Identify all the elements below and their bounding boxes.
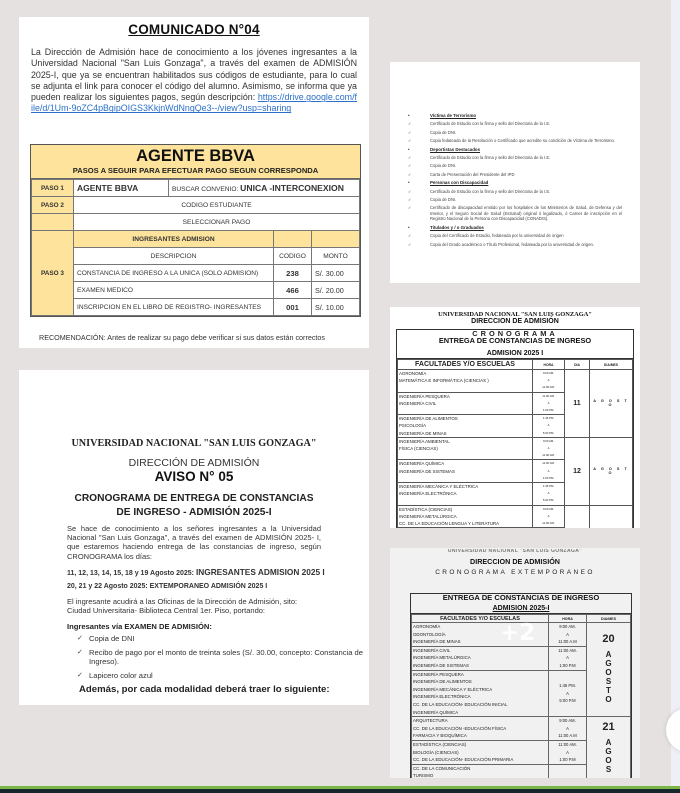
day-number: 21 (602, 721, 615, 733)
line-text: CC. DE LA EDUCACIÓN -EDUCACIÓN FÍSICA (413, 725, 507, 731)
line-text: INGENIERÍA CIVIL (399, 400, 437, 406)
comunicado-paragraph (31, 47, 357, 115)
faculties-cell (412, 717, 549, 741)
crono-label: CRONOGRAMA (472, 329, 558, 338)
line-text: 9:00 AM. (559, 718, 576, 724)
line-text: 1:00 P.M (559, 662, 576, 668)
line-text: MATEMÁTICA E INFORMÁTICA (CIENCIAS ) (399, 378, 489, 384)
faculties-cell (398, 415, 533, 438)
time-cell (549, 717, 587, 741)
line-text: FARMACIA Y BIOQUÍMICA (413, 733, 467, 739)
line-text: 1:45 PM. (559, 683, 576, 689)
list-item: ✓ Copia del Grado académico o Título Profesional, fedateada por la universidad de origen. (420, 242, 622, 247)
line-text: PSICOLOGÍA (399, 423, 427, 429)
line-text: INGENIERÍA MECÁNICA Y ELÉCTRICA (413, 686, 493, 692)
faculties-cell (412, 764, 549, 778)
line-text: INGENIERÍA METALÚRGICA (413, 655, 471, 661)
paso-3-label: PASO 3 (32, 231, 74, 316)
line-text: INGENIERÍA QUÍMICA (413, 709, 459, 715)
floating-action-button[interactable] (666, 708, 680, 752)
table-row (32, 214, 360, 231)
heading-line-1: CRONOGRAMA DE ENTREGA DE CONSTANCIAS (74, 493, 314, 504)
crono-heading: ENTREGA DE CONSTANCIAS DE INGRESO (442, 593, 600, 602)
university-name: UNIVERSIDAD NACIONAL "SAN LUIS GONZAGA" (71, 438, 317, 449)
line-text: TURISMO (413, 773, 434, 778)
line-text: INGENIERÍA QUÍMICA (399, 461, 445, 467)
line-text: 1:45 PM. (542, 484, 555, 489)
cronograma-grid (397, 359, 633, 528)
line-text: 5:00 P.M (559, 698, 576, 704)
line-text: A (547, 513, 550, 518)
col-hora: HORA (533, 360, 565, 370)
row-monto: S/. 20.00 (312, 282, 360, 299)
line-text: 11:00 AM. (542, 461, 555, 466)
line-text: INGENIERÍA DE MINAS (399, 430, 447, 436)
line-text: INGENIERÍA DE ALIMENTOS (399, 416, 458, 422)
date-label: INGRESANTES ADMISION 2025 I (195, 566, 325, 577)
table-row (398, 370, 633, 393)
line-text: AGRONOMÍA (413, 624, 441, 629)
col-dia-mes: DIA/MES (590, 360, 633, 370)
line-text: A (547, 468, 550, 473)
time-cell (549, 646, 587, 670)
direction-name: DIRECCIÓN DE ADMISIÓN (128, 457, 260, 469)
list-item: ✓ Recibo de pago por el monto de treinta soles (S/. 30.00, concepto: Constancia de Ingreso). (77, 648, 369, 667)
line-text: 9:00 AM. (542, 506, 555, 511)
aviso-footer: Además, por cada modalidad deberá traer lo siguiente: (79, 684, 330, 696)
list-item: ✓ Lapicero color azul (77, 671, 369, 681)
time-cell (533, 505, 565, 528)
bbva-title: AGENTE BBVA (136, 147, 255, 165)
date-days: 11, 12, 13, 14, 15, 18 y 19 Agosto 2025: (67, 569, 196, 577)
paso-1-label: PASO 1 (32, 180, 74, 197)
bottom-bar (0, 789, 680, 793)
requirement-section-title: • Deportistas Destacados (420, 147, 622, 152)
time-cell (549, 740, 587, 764)
line-text: 11:00 AM. (542, 521, 555, 526)
line-text: INGENIERÍA DE MINAS (413, 639, 461, 645)
bbva-subtitle: PASOS A SEGUIR PARA EFECTUAR PAGO SEGUN CORRESPONDA (72, 166, 319, 175)
line-text: A (547, 378, 550, 383)
line-text: ARQUITECTURA (413, 718, 448, 724)
table-row (32, 180, 360, 197)
list-item: ✓ Certificado de Estudio con la firma y sello del Directoria de la I.E. (420, 189, 622, 194)
month-letter: A (605, 650, 612, 660)
faculties-cell (412, 670, 549, 717)
list-item: ✓ Copia de DNI. (420, 130, 622, 135)
line-text: 9:00 AM. (559, 624, 576, 630)
col-dia: DIA (565, 360, 590, 370)
university-name: UNIVERSIDAD NACIONAL "SAN LUIS GONZAGA" (438, 311, 592, 318)
more-images-count[interactable]: +2 (500, 620, 536, 646)
table-row (398, 437, 633, 460)
comunicado-text: La Dirección de Admisión hace de conocimiento a los jóvenes ingresantes a la Universidad Nacional "San Luis Gonzaga", a través del examen de ADMISIÓN 2025-I, que ya se encuentran habilitados sus códigos de estudiante, para lo cual se adjunta el link para conocer el código del alumno. Asimismo, se informa que ya pueden realizar los siguientes pagos, según descripción: (31, 47, 357, 103)
paso-2-seleccionar: SELECCIONAR PAGO (74, 214, 360, 231)
time-cell (549, 623, 587, 647)
faculties-cell (398, 392, 533, 415)
time-cell (533, 483, 565, 506)
line-text: INGENIERÍA DE SISTEMAS (413, 662, 469, 668)
line-text: 11:00 AM. (558, 742, 577, 748)
line-text: 11:00 AM. (558, 648, 577, 654)
line-text: A (566, 749, 569, 755)
line-text: A (547, 423, 550, 428)
line-text: BIOLOGÍA (CIENCIAS) (413, 749, 459, 755)
exam-heading: Ingresantes vía EXAMEN DE ADMISIÓN: (67, 622, 212, 632)
crono-admision: ADMISION 2025 I (486, 350, 544, 357)
month-cell: A G O S T O (590, 437, 633, 505)
faculties-cell (412, 740, 549, 764)
month-letter: G (605, 747, 612, 756)
line-text: 1:00 P.M (559, 757, 576, 762)
list-item: ✓ Copia fedateada de la Resolución o Certificado que acredite su condición de Víctima de Terrorismo. (420, 138, 622, 143)
list-item: ✓ Copia de DNI. (420, 163, 622, 168)
paso-1-agent: AGENTE BBVA (74, 180, 169, 197)
list-item: ✓ Copia de DNI. (420, 197, 622, 202)
time-cell (533, 415, 565, 438)
date-days: 20, 21 y 22 Agosto 2025: (67, 582, 150, 590)
row-descripcion: INSCRIPCION EN EL LIBRO DE REGISTRO- INGRESANTES (74, 299, 274, 316)
aviso-heading (19, 492, 369, 520)
line-text: INGENIERÍA PESQUERA (413, 671, 464, 677)
list-item: ✓ Certificado de Estudio con la firma y sello del Directoria de la I.E. (420, 155, 622, 160)
header-blank (312, 231, 360, 248)
list-item: ✓ Certificado de Estudio con la firma y sello del Directoria de la I.E. (420, 121, 622, 126)
list-item: ✓ Carta de Presentación del Presidente del IPD (420, 172, 622, 177)
line-text: CC. DE LA EDUCACIÓN- EDUCACIÓN INICIAL (413, 701, 508, 707)
row-descripcion: CONSTANCIA DE INGRESO A LA UNICA (SOLO ADMISION) (74, 265, 274, 282)
month-letter: O (605, 756, 612, 765)
table-row (32, 231, 360, 248)
faculties-cell (398, 483, 533, 506)
requirement-section-title: • Personas con Discapacidad (420, 180, 622, 185)
line-text: 11:00 AM. (542, 453, 555, 458)
office-text: El ingresante acudirá a las Oficinas de la Dirección de Admisión, sito: Ciudad Universitaria- Biblioteca Central 1er. Piso, portando: (67, 596, 298, 616)
line-text: ESTADÍSTICA (CIENCIAS) (399, 506, 453, 512)
search-prefix: BUSCAR CONVENIO: (172, 186, 241, 193)
col-codigo: CODIGO (274, 248, 312, 265)
requirement-section-title: • Víctima de Terrorismo (420, 113, 622, 118)
line-text: 1:00 PM. (542, 408, 555, 413)
line-text: CC. DE LA EDUCACIÓN- EDUCACIÓN PRIMARIA (413, 757, 514, 763)
day-number: 20 (602, 633, 615, 646)
search-value: UNICA -INTERCONEXION (240, 183, 344, 193)
day-cell: 12 (565, 437, 590, 505)
month-letter: G (605, 659, 612, 669)
time-cell (549, 670, 587, 717)
line-text: INGENIERÍA MECÁNICA Y ELÉCTRICA (399, 484, 479, 490)
line-text: INGENIERÍA PESQUERA (399, 393, 450, 399)
col-facultades: FACULTADES Y/O ESCUELAS (412, 615, 549, 623)
line-text: 5:00 PM. (542, 498, 555, 503)
faculties-cell (398, 505, 533, 528)
row-codigo: 238 (274, 265, 312, 282)
row-monto: S/. 30.00 (312, 265, 360, 282)
aviso-intro: Se hace de conocimiento a los señores ingresantes a la Universidad Nacional "San Luis Gonzaga", a través del examen de ADMISIÓN 2025- I, que estaremos haciendo entrega de las constancias de ingreso, según CRONOGRAMA los días: (67, 524, 321, 561)
line-text: 9:00 AM. (542, 438, 555, 443)
line-text: INGENIERÍA ELECTRÓNICA (413, 694, 471, 700)
month-cell (590, 505, 633, 528)
line-text: A (566, 655, 569, 661)
direction-name: DIRECCION DE ADMISIÓN (470, 557, 560, 566)
group-header: INGRESANTES ADMISION (74, 231, 274, 248)
table-header-row (398, 360, 633, 370)
line-text: 11:00 A.M (558, 733, 577, 739)
list-item: ✓ Certificado de discapacidad emitido por los hospitales de los Ministerios de Salud, de Defensa y del Interior, y el Seguro Social de Salud (EsSalud) original ó legalizado, ó Carnet de inscripción en el Registro Nacional de la Persona con Discapacidad (CONADIS). (420, 205, 622, 221)
line-text: A (566, 690, 569, 696)
line-text: AGRONOMÍA (399, 371, 427, 376)
time-cell (533, 437, 565, 460)
table-row (32, 282, 360, 299)
comunicado-title: COMUNICADO N°04 (128, 22, 260, 37)
row-codigo: 001 (274, 299, 312, 316)
crono-admision: ADMISION 2025-I (492, 605, 550, 612)
row-monto: S/. 10.00 (312, 299, 360, 316)
line-text: INGENIERÍA METALÚRGICA (399, 513, 457, 519)
date-label: EXTEMPORANEO ADMISIÓN 2025 I (149, 582, 268, 590)
time-cell (533, 370, 565, 393)
aviso-title: AVISO N° 05 (154, 469, 234, 484)
col-facultades: FACULTADES Y/O ESCUELAS (398, 360, 533, 370)
time-cell (533, 460, 565, 483)
day-cell: 11 (565, 370, 590, 438)
bbva-header (31, 145, 360, 179)
bbva-payment-table (30, 144, 361, 317)
col-hora: HORA (549, 615, 587, 623)
faculties-cell (398, 370, 533, 393)
image-cronograma[interactable] (390, 307, 640, 528)
image-requisitos[interactable] (390, 62, 640, 283)
paso-2-label: PASO 2 (32, 197, 74, 214)
image-comunicado-04[interactable] (19, 17, 369, 348)
cronograma-table (396, 329, 634, 528)
line-text: INGENIERÍA ELECTRÓNICA (399, 491, 457, 497)
extemporaneo-header (411, 594, 631, 614)
month-cell: A G O S T O (590, 370, 633, 438)
requirement-section-title: • Titulados y / o Graduados (420, 225, 622, 230)
line-text: 11:00 AM. (542, 393, 555, 398)
line-text: 5:00 PM. (542, 430, 555, 435)
faculties-cell (398, 437, 533, 460)
month-letter: A (605, 738, 612, 747)
university-name: UNIVERSIDAD NACIONAL "SAN LUIS GONZAGA" (447, 549, 583, 553)
line-text: CC. DE LA EDUCACIÓN LENGUA Y LITERATURA (399, 521, 500, 527)
line-text: INGENIERÍA DE SISTEMAS (399, 468, 455, 474)
faculties-cell (412, 646, 549, 670)
table-row (32, 299, 360, 316)
time-cell (533, 392, 565, 415)
table-row (32, 248, 360, 265)
bbva-steps (31, 179, 360, 316)
paso-2-spacer (32, 214, 74, 231)
day-cell (565, 505, 590, 528)
line-text: 11:00 A.M (558, 639, 577, 645)
col-monto: MONTO (312, 248, 360, 265)
date-line-1 (67, 567, 369, 577)
list-item: ✓ Copia de DNI (77, 634, 369, 644)
month-letter: S (605, 765, 612, 774)
row-descripcion: EXAMEN MEDICO (74, 282, 274, 299)
line-text: 1:00 PM. (542, 475, 555, 480)
header-blank (274, 231, 312, 248)
crono-heading: ENTREGA DE CONSTANCIAS DE INGRESO (438, 336, 592, 345)
date-line-2 (67, 583, 369, 590)
recomendacion: RECOMENDACIÓN: Antes de realizar su pago debe verificar si sus datos están correctos (39, 333, 326, 342)
line-text: INGENIERÍA DE ALIMENTOS (413, 679, 472, 685)
side-panel-edge (671, 0, 680, 787)
line-text: INGENIERÍA CIVIL (413, 647, 451, 653)
line-text: A (547, 491, 550, 496)
drive-link[interactable]: https://drive.google.com/file/d/1Um-9oZC4pBgipOIGS3KkjnWdNngQe3--/view?usp=sharing (31, 92, 357, 114)
image-cronograma-extemporaneo[interactable] (390, 548, 640, 778)
line-text: ESTADÍSTICA (CIENCIAS) (413, 741, 467, 747)
time-cell (549, 764, 587, 778)
month-letter: S (605, 677, 612, 687)
line-text: A (566, 725, 569, 731)
image-aviso-05[interactable] (19, 370, 369, 705)
line-text: 9:00 AM. (542, 371, 555, 375)
line-text: 1:45 PM. (542, 416, 555, 421)
line-text: A (547, 446, 550, 451)
faculties-cell (398, 460, 533, 483)
table-row (32, 265, 360, 282)
cronograma-header (397, 330, 633, 359)
line-text: CC. DE LA COMUNICACIÓN (413, 765, 471, 771)
table-row (398, 505, 633, 528)
line-text: 11:00 AM. (542, 385, 555, 390)
line-text: FÍSICA (CIENCIAS) (399, 446, 438, 452)
requirements-list (77, 634, 369, 680)
paso-1-search (169, 180, 360, 197)
crono-label: CRONOGRAMA EXTEMPORANEO (435, 569, 595, 576)
paso-2-codigo: CODIGO ESTUDIANTE (74, 197, 360, 214)
month-letter: O (605, 668, 612, 678)
month-letter: T (606, 686, 611, 696)
month-letter: O (605, 695, 612, 705)
col-descripcion: DESCRIPCION (74, 248, 274, 265)
col-dia-mes: DIA/MES (587, 615, 631, 623)
heading-line-2: DE INGRESO - ADMISIÓN 2025-I (116, 507, 272, 518)
day-month-cell (587, 623, 631, 717)
direction-name: DIRECCION DE ADMISIÓN (471, 318, 559, 325)
line-text: A (566, 631, 569, 637)
table-row (32, 197, 360, 214)
table-row (412, 717, 631, 741)
line-text: ODONTOLOGÍA (413, 631, 446, 637)
day-month-cell (587, 717, 631, 778)
row-codigo: 466 (274, 282, 312, 299)
requirements-by-modality (420, 110, 622, 250)
line-text: INGENIERÍA AMBIENTAL (399, 438, 450, 444)
list-item: ✓ Copia del Certificado de Estudio, fedateada por la universidad de origen (420, 233, 622, 238)
line-text: A (547, 400, 550, 405)
